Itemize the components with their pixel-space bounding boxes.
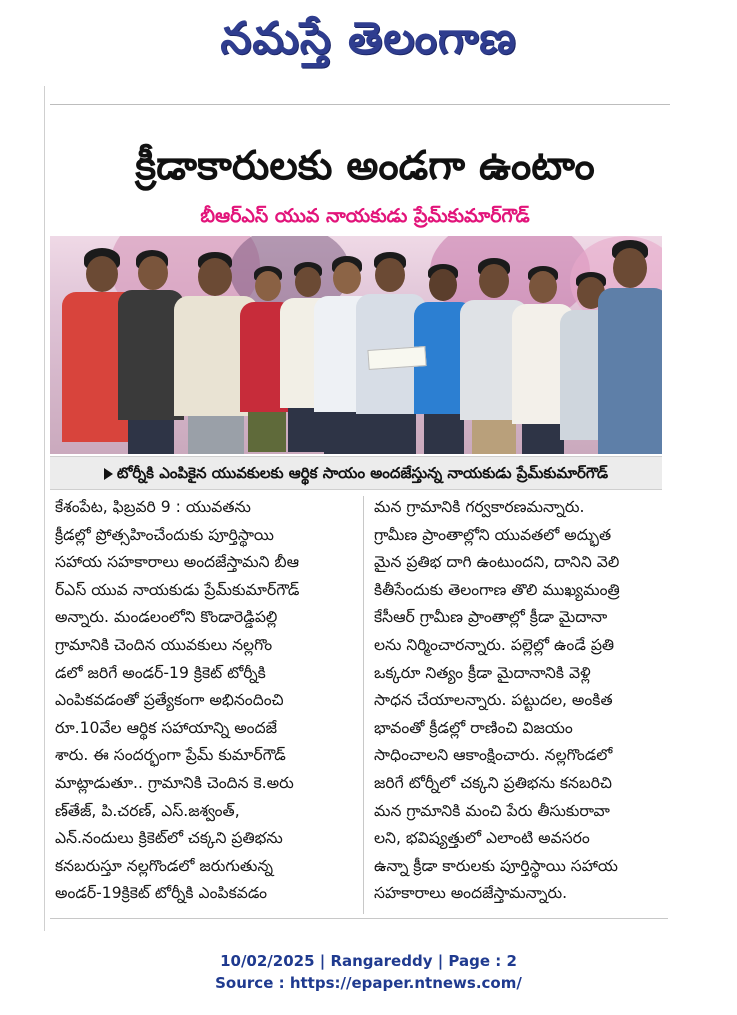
article-text-line: లను నిర్మించారన్నారు. పల్లెల్లో ఉండే ప్రతి bbox=[374, 635, 615, 654]
caption-marker-icon bbox=[104, 468, 113, 480]
article-text-line: ణ్‌తేజ్, పి.చరణ్, ఎస్.జశ్వంత్, bbox=[55, 801, 240, 820]
article-text-line: భావంతో క్రీడల్లో రాణించి విజయం bbox=[374, 718, 573, 737]
article-column-right bbox=[374, 494, 670, 908]
cheque bbox=[367, 346, 426, 370]
article-text-line: కేశంపేట, ఫిబ్రవరి 9 : యువతను bbox=[55, 498, 251, 516]
footer bbox=[0, 950, 737, 994]
article-subheadline: బీఆర్‌ఎస్ యువ నాయకుడు ప్రేమ్‌కుమార్‌గౌడ్ bbox=[200, 205, 530, 227]
footer-edition-info: 10/02/2025 | Rangareddy | Page : 2 bbox=[220, 952, 517, 970]
photo-caption-text: టోర్నీకి ఎంపికైన యువకులకు ఆర్థిక సాయం అందజేస్తున్న నాయకుడు ప్రేమ్‌కుమార్‌గౌడ్ bbox=[116, 464, 609, 482]
article-text-line: లని, భవిష్యత్తులో ఎలాంటి అవసరం bbox=[374, 829, 590, 848]
article-text-line: శారు. ఈ సందర్భంగా ప్రేమ్ కుమార్‌గౌడ్ bbox=[55, 746, 286, 765]
article-headline: క్రీడాకారులకు అండగా ఉంటాం bbox=[135, 143, 595, 189]
newspaper-logo: నమస్తే తెలంగాణ bbox=[220, 13, 517, 64]
article-text-line: గ్రామానికి చెందిన యువకులు నల్లగొం bbox=[55, 635, 273, 654]
article-text-line: మైన ప్రతిభ దాగి ఉంటుందని, దానిని వెలి bbox=[374, 553, 620, 572]
article-text-line: క్రీడల్లో ప్రోత్సహించేందుకు పూర్తిస్థాయి bbox=[55, 525, 274, 544]
bottom-divider bbox=[50, 918, 668, 919]
article-text-line: కనబరుస్తూ నల్లగొండలో జరుగుతున్న bbox=[55, 856, 274, 875]
article-text-line: మన గ్రామానికి గర్వకారణమన్నారు. bbox=[374, 498, 585, 516]
article-text-line: ఎంపికవడంతో ప్రత్యేకంగా అభినందించి bbox=[55, 691, 284, 710]
article-text-line: కేసీఆర్ గ్రామీణ ప్రాంతాల్లో క్రీడా మైదానా bbox=[374, 608, 608, 627]
article-text-line: ఒక్కరూ నిత్యం క్రీడా మైదానానికి వెళ్లి bbox=[374, 663, 591, 682]
article-text-line: అన్నారు. మండలంలోని కొండారెడ్డిపల్లి bbox=[55, 608, 278, 627]
article-column-left bbox=[55, 494, 355, 908]
article-photo bbox=[50, 236, 662, 454]
article-text-line: జరిగే టోర్నీలో చక్కని ప్రతిభను కనబరిచి bbox=[374, 773, 612, 792]
article-text-line: సాధన చేయాలన్నారు. పట్టుదల, అంకిత bbox=[374, 691, 613, 710]
masthead bbox=[0, 8, 737, 70]
column-divider bbox=[363, 496, 364, 914]
article-text-line: డలో జరిగే అండర్-19 క్రికెట్ టోర్నీకి bbox=[55, 663, 266, 682]
photo-caption bbox=[50, 456, 662, 490]
article-text-line: గ్రామీణ ప్రాంతాల్లోని యువతలో అద్భుత bbox=[374, 525, 612, 544]
article-text-line: రూ.10వేల ఆర్థిక సహాయాన్ని అందజే bbox=[55, 718, 277, 737]
article-text-line: సహాయ సహకారాలు అందజేస్తామని బీఆ bbox=[55, 553, 300, 572]
article-text-line: ఉన్నా క్రీడా కారులకు పూర్తిస్థాయి సహాయ bbox=[374, 856, 618, 875]
article-text-line: అండర్-19క్రికెట్ టోర్నీకి ఎంపికవడం bbox=[55, 884, 268, 903]
article-text-line: ర్‌ఎస్ యువ నాయకుడు ప్రేమ్‌కుమార్‌గౌడ్ bbox=[55, 580, 300, 599]
article-text-line: సాధించాలని ఆకాంక్షించారు. నల్లగొండలో bbox=[374, 746, 613, 765]
footer-source-link[interactable]: Source : https://epaper.ntnews.com/ bbox=[215, 974, 522, 992]
article-text-line: సహకారాలు అందజేస్తామన్నారు. bbox=[374, 884, 568, 903]
article-text-line: ఎన్.నందులు క్రికెట్‌లో చక్కని ప్రతిభను bbox=[55, 829, 283, 848]
article-text-line: మాట్లాడుతూ.. గ్రామానికి చెందిన కె.అరు bbox=[55, 773, 294, 792]
article-text-line: మన గ్రామానికి మంచి పేరు తీసుకురావా bbox=[374, 801, 610, 820]
top-divider bbox=[50, 90, 670, 105]
article-text-line: కితీసేందుకు తెలంగాణ తొలి ముఖ్యమంత్రి bbox=[374, 580, 620, 599]
